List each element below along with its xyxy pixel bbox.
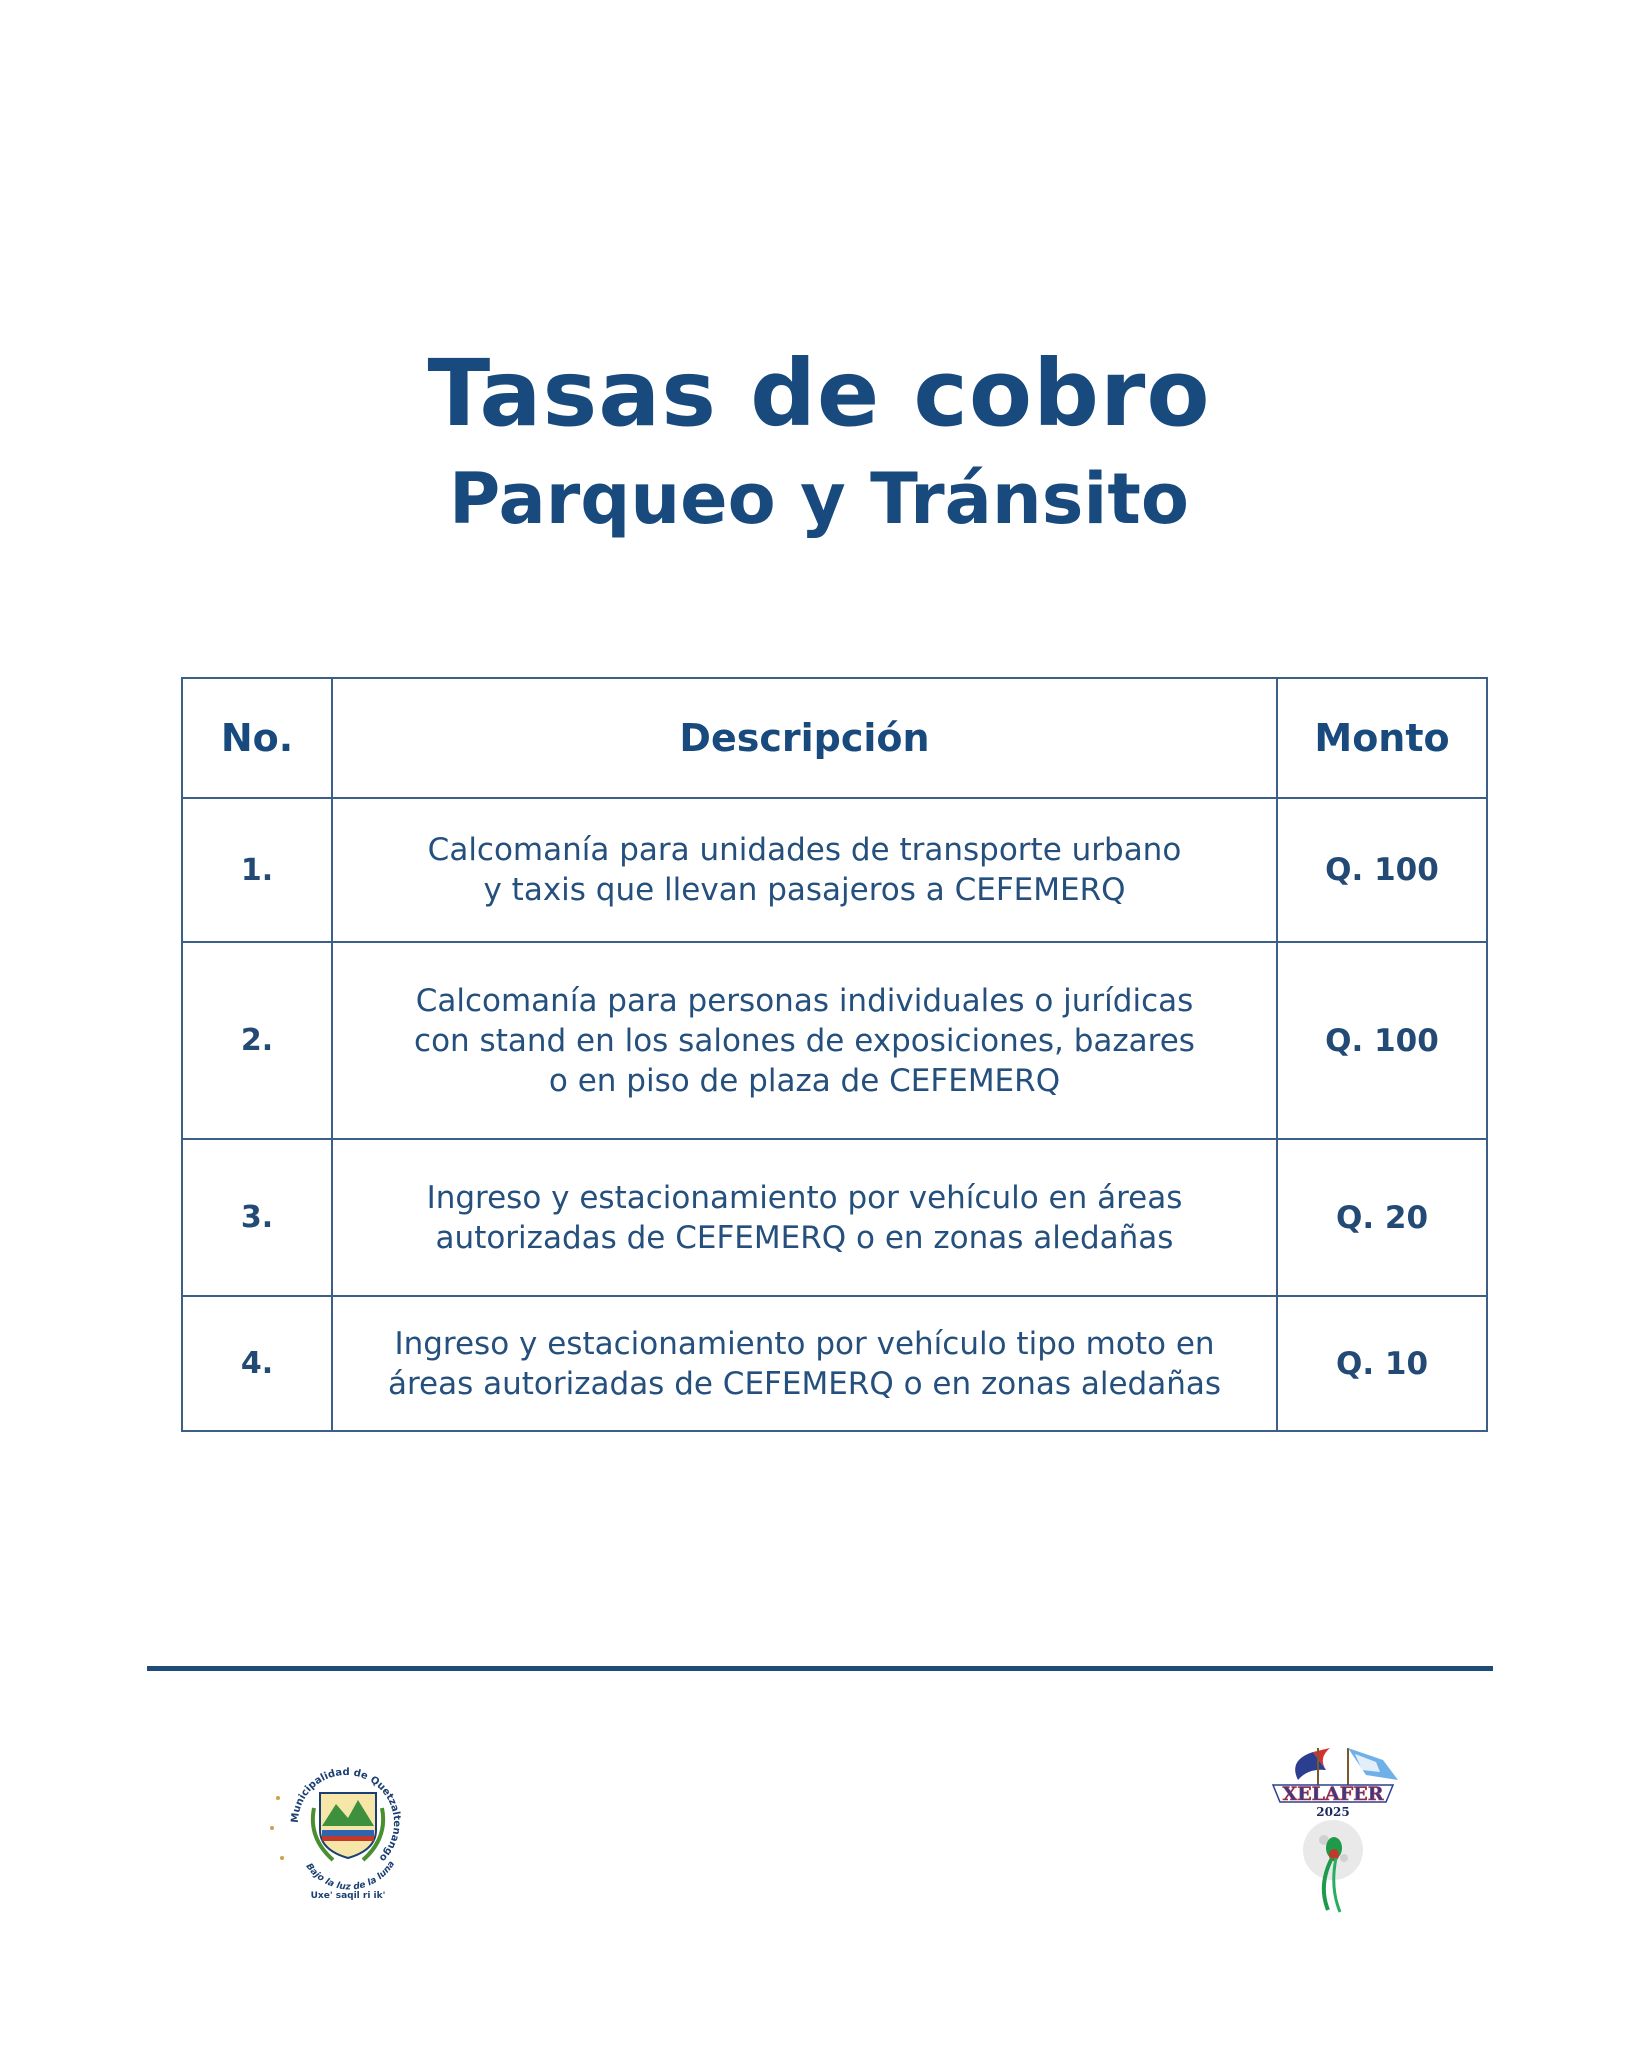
rates-table — [181, 677, 1488, 1432]
row-amount: Q. 100 — [1277, 798, 1487, 942]
svg-text:Municipalidad de Quetzaltenang: Municipalidad de Quetzaltenango — [289, 1766, 403, 1864]
description-line: Calcomanía para personas individuales o jurídicas — [415, 982, 1194, 1019]
row-amount: Q. 20 — [1277, 1139, 1487, 1296]
xelafer-logo-icon — [1258, 1740, 1408, 1920]
row-description — [332, 1139, 1277, 1296]
row-description — [332, 1296, 1277, 1431]
table-row — [182, 1296, 1487, 1431]
row-number: 2. — [182, 942, 332, 1139]
svg-text:Uxe' saqil ri ik': Uxe' saqil ri ik' — [310, 1891, 386, 1901]
svg-text:XELAFER: XELAFER — [1282, 1783, 1384, 1805]
row-number: 4. — [182, 1296, 332, 1431]
row-number: 1. — [182, 798, 332, 942]
description-line: con stand en los salones de exposiciones, bazares — [414, 1022, 1195, 1059]
row-description — [332, 798, 1277, 942]
municipality-seal-icon — [258, 1738, 428, 1908]
table-row — [182, 1139, 1487, 1296]
column-header-amount: Monto — [1277, 678, 1487, 798]
table-header-row — [182, 678, 1487, 798]
description-line: áreas autorizadas de CEFEMERQ o en zonas aledañas — [387, 1365, 1222, 1402]
row-description — [332, 942, 1277, 1139]
description-line: autorizadas de CEFEMERQ o en zonas aledañas — [435, 1219, 1174, 1256]
page-subtitle: Parqueo y Tránsito — [449, 458, 1189, 540]
row-number: 3. — [182, 1139, 332, 1296]
divider — [147, 1666, 1493, 1671]
row-amount: Q. 10 — [1277, 1296, 1487, 1431]
table-row — [182, 942, 1487, 1139]
svg-text:2025: 2025 — [1316, 1805, 1350, 1819]
table-row — [182, 798, 1487, 942]
description-line: Ingreso y estacionamiento por vehículo en áreas — [426, 1179, 1183, 1216]
column-header-description: Descripción — [332, 678, 1277, 798]
row-amount: Q. 100 — [1277, 942, 1487, 1139]
page-title: Tasas de cobro — [427, 340, 1211, 447]
description-line: o en piso de plaza de CEFEMERQ — [548, 1062, 1061, 1099]
svg-text:Bajo la luz de la luna: Bajo la luz de la luna — [303, 1859, 398, 1893]
column-header-no: No. — [182, 678, 332, 798]
description-line: y taxis que llevan pasajeros a CEFEMERQ — [483, 872, 1126, 908]
description-line: Ingreso y estacionamiento por vehículo tipo moto en — [394, 1325, 1215, 1362]
description-line: Calcomanía para unidades de transporte urbano — [427, 832, 1182, 868]
